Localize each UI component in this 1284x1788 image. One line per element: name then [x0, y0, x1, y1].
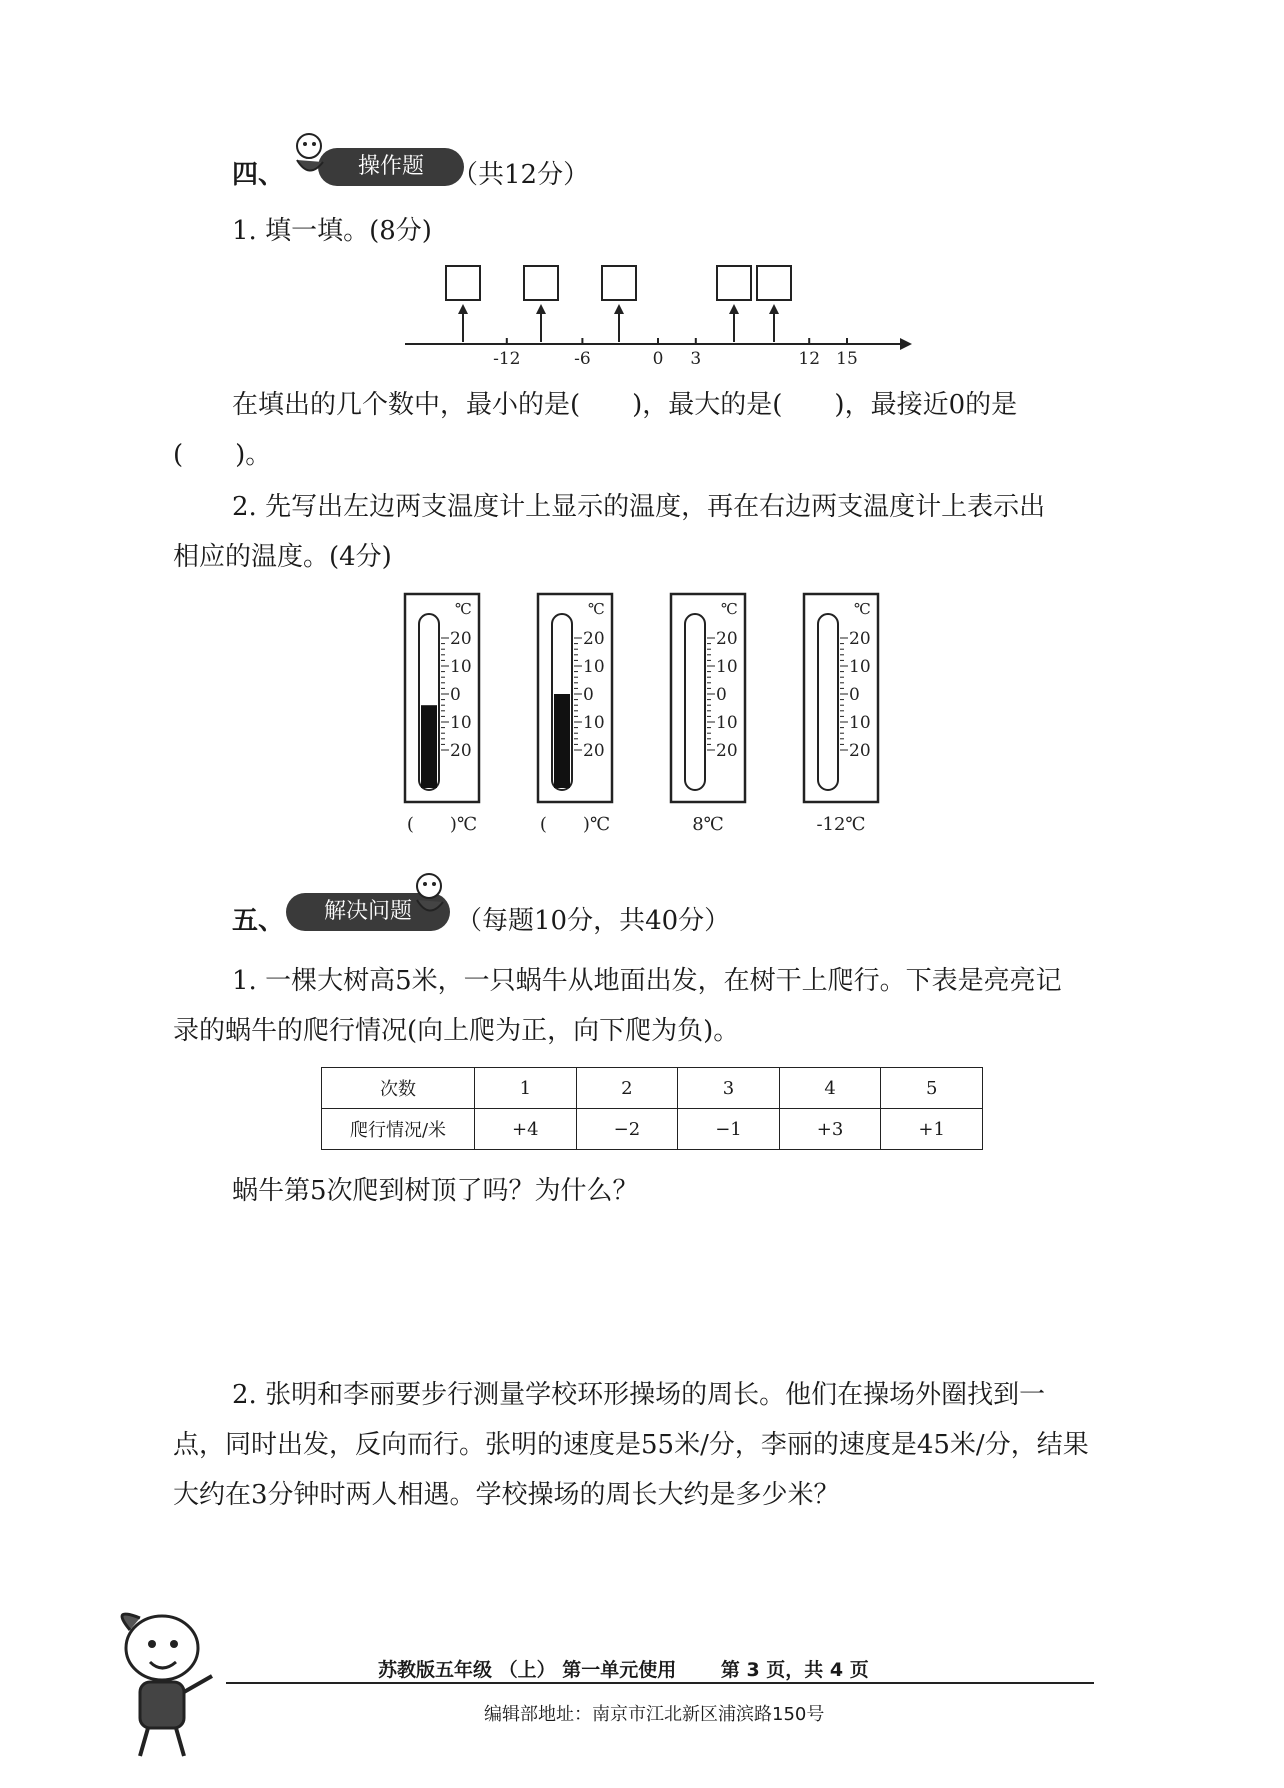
table-row: [322, 1068, 983, 1109]
table-header-cell: 爬行情况/米: [322, 1109, 475, 1150]
number-line: [400, 262, 920, 372]
thermometer-scale-label: 0: [450, 685, 461, 705]
table-row: [322, 1109, 983, 1150]
thermometer-scale-label: 20: [583, 741, 605, 761]
section4-points: （共12分）: [452, 160, 590, 190]
q2-title-line2: 相应的温度。(4分): [173, 542, 392, 572]
answer-box[interactable]: [602, 266, 636, 300]
table-cell: +4: [475, 1109, 577, 1150]
s5-q1-question: 蜗牛第5次爬到树顶了吗？为什么？: [232, 1176, 639, 1206]
q1-text-line1: 在填出的几个数中，最小的是( )，最大的是( )，最接近0的是: [232, 390, 1018, 420]
cartoon-dog-icon: [100, 1596, 230, 1766]
s5-q1-line1: 1. 一棵大树高5米，一只蜗牛从地面出发，在树干上爬行。下表是亮亮记: [232, 966, 1062, 996]
number-line-tick-label: 12: [798, 349, 821, 369]
table-cell: 5: [881, 1068, 983, 1109]
table-cell: 3: [678, 1068, 780, 1109]
table-cell: +3: [779, 1109, 881, 1150]
table-cell: 2: [576, 1068, 678, 1109]
thermometer-scale-label: 10: [450, 713, 472, 733]
pointer-arrow-head: [769, 304, 779, 314]
mascot-icon: [285, 128, 333, 188]
crawl-table: [321, 1067, 983, 1150]
number-line-tick-label: -12: [493, 349, 521, 369]
pointer-arrow-head: [458, 304, 468, 314]
answer-box[interactable]: [717, 266, 751, 300]
thermometer-frame: [405, 594, 479, 802]
section4-number: 四、: [232, 160, 285, 190]
answer-box[interactable]: [446, 266, 480, 300]
table-cell: 1: [475, 1068, 577, 1109]
thermometer-scale-label: 20: [849, 629, 871, 649]
thermometer-caption: 8℃: [692, 814, 724, 835]
section5-banner-label: 解决问题: [323, 899, 412, 924]
thermometer-mercury: [421, 705, 437, 788]
thermometer-unit: ℃: [588, 600, 605, 618]
thermometer-scale-label: 10: [849, 657, 871, 677]
thermometer-scale-label: 10: [716, 657, 738, 677]
answer-box[interactable]: [524, 266, 558, 300]
thermometers: [395, 590, 895, 840]
thermometer-unit: ℃: [854, 600, 871, 618]
thermometer-caption: -12℃: [816, 814, 866, 835]
s5-q2-line1: 2. 张明和李丽要步行测量学校环形操场的周长。他们在操场外圈找到一: [232, 1380, 1046, 1410]
thermometer-frame: [671, 594, 745, 802]
table-cell: +1: [881, 1109, 983, 1150]
thermometer-scale-label: 20: [849, 741, 871, 761]
number-line-tick-label: 3: [690, 349, 702, 369]
thermometer-scale-label: 10: [583, 657, 605, 677]
thermometer-scale-label: 20: [450, 741, 472, 761]
thermometer-scale-label: 20: [583, 629, 605, 649]
number-line-tick-label: -6: [574, 349, 591, 369]
answer-box[interactable]: [757, 266, 791, 300]
s5-q2-line2: 点，同时出发，反向而行。张明的速度是55米/分，李丽的速度是45米/分，结果: [173, 1430, 1089, 1460]
number-line-arrow: [900, 338, 912, 350]
thermometer-scale-label: 10: [583, 713, 605, 733]
thermometer-frame: [538, 594, 612, 802]
q1-text-line2: ( )。: [173, 440, 272, 470]
thermometer-scale-label: 0: [716, 685, 727, 705]
thermometer-scale-label: 0: [583, 685, 594, 705]
q1-title: 1. 填一填。(8分): [232, 216, 432, 246]
thermometer-scale-label: 10: [849, 713, 871, 733]
footer-divider: [226, 1682, 1094, 1684]
number-line-tick-label: 15: [836, 349, 858, 369]
table-header-cell: 次数: [322, 1068, 475, 1109]
thermometer-frame: [804, 594, 878, 802]
thermometer-tube: [818, 614, 838, 790]
section5-points: （每题10分，共40分）: [456, 906, 731, 936]
thermometer-unit: ℃: [721, 600, 738, 618]
s5-q2-line3: 大约在3分钟时两人相遇。学校操场的周长大约是多少米？: [173, 1480, 840, 1510]
pointer-arrow-head: [614, 304, 624, 314]
table-cell: −2: [576, 1109, 678, 1150]
thermometer-tube: [685, 614, 705, 790]
section4-banner-label: 操作题: [357, 154, 424, 179]
table-cell: −1: [678, 1109, 780, 1150]
thermometer-mercury: [554, 694, 570, 788]
section5-number: 五、: [232, 906, 285, 936]
thermometer-scale-label: 20: [716, 741, 738, 761]
pointer-arrow-head: [729, 304, 739, 314]
footer-address: 编辑部地址：南京市江北新区浦滨路150号: [484, 1704, 825, 1725]
thermometer-scale-label: 10: [450, 657, 472, 677]
s5-q1-line2: 录的蜗牛的爬行情况(向上爬为正，向下爬为负)。: [173, 1016, 740, 1046]
thermometer-scale-label: 20: [450, 629, 472, 649]
table-cell: 4: [779, 1068, 881, 1109]
thermometer-scale-label: 10: [716, 713, 738, 733]
pointer-arrow-head: [536, 304, 546, 314]
thermometer-caption: ( )℃: [406, 814, 478, 835]
q2-title-line1: 2. 先写出左边两支温度计上显示的温度，再在右边两支温度计上表示出: [232, 492, 1046, 522]
mascot-icon: [405, 868, 453, 928]
thermometer-scale-label: 0: [849, 685, 860, 705]
footer-info: 苏教版五年级 （上） 第一单元使用 第 3 页，共 4 页: [378, 1659, 869, 1681]
thermometer-unit: ℃: [455, 600, 472, 618]
thermometer-caption: ( )℃: [539, 814, 611, 835]
thermometer-scale-label: 20: [716, 629, 738, 649]
section4-banner: [318, 148, 464, 186]
number-line-tick-label: 0: [652, 349, 664, 369]
